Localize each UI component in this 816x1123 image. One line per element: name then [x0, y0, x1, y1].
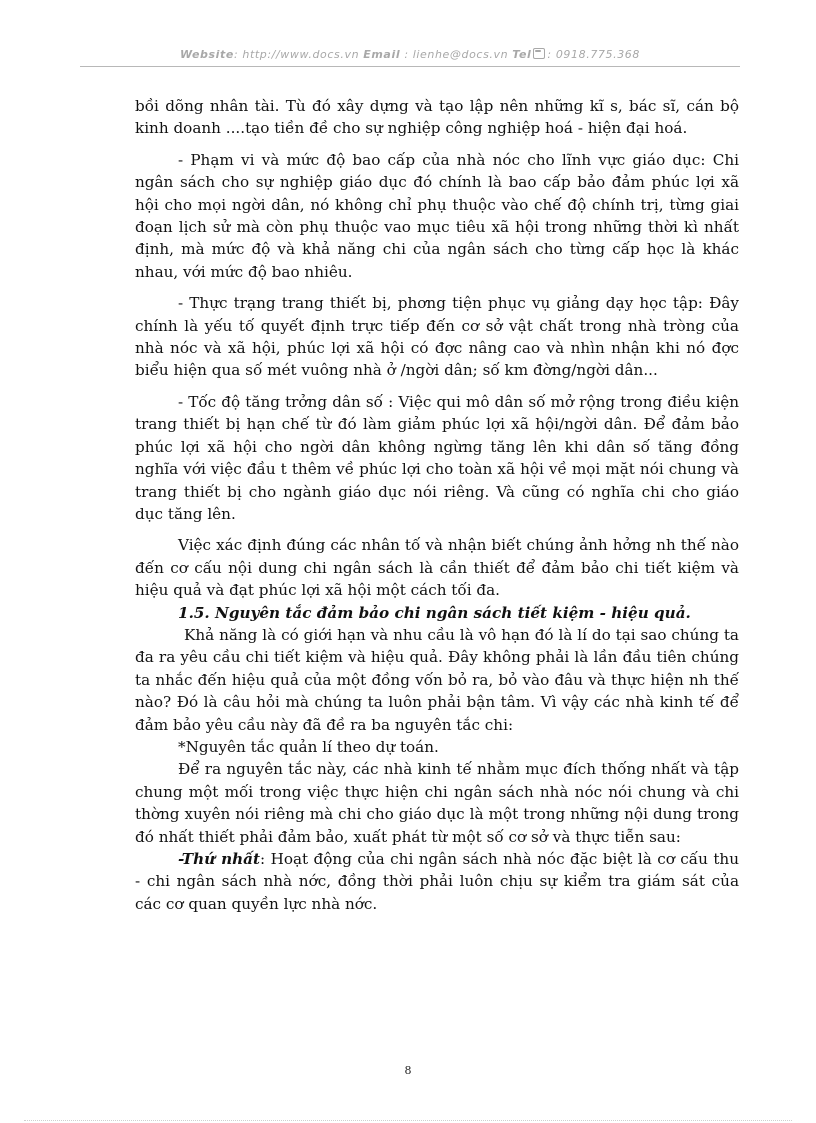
paragraph-9-rest: : Hoạt động của chi ngân sách nhà nóc đặc biệt là cơ cấu thu - chi ngân sách nhà nớc, đồng thời phải luôn chịu sự kiểm tra giám sát của các cơ quan quyền lực nhà nớc. [135, 850, 739, 913]
paragraph-4: - Tốc độ tăng trởng dân số : Việc qui mô dân số mở rộng trong điều kiện trang thiết bị hạn chế từ đó làm giảm phúc lợi xã hội/ngời dân. Để đảm bảo phúc lợi xã hội cho ngời dân không ngừng tăng lên khi dân số tăng đồng nghĩa với việc đầu t thêm về phúc lợi cho toàn xã hội về mọi mặt nói chung và trang thiết bị cho ngành giáo dục nói riêng. Và cũng có nghĩa chi cho giáo dục tăng lên. [135, 392, 739, 523]
paragraph-9 [135, 848, 739, 915]
website-value: : http://www.docs.vn [233, 48, 360, 61]
phone-icon [533, 48, 545, 59]
footer-divider [24, 1120, 792, 1121]
section-heading: 1.5. Nguyên tắc đảm bảo chi ngân sách tiết kiệm - hiệu quả. [178, 603, 691, 622]
page-number: 8 [404, 1064, 412, 1077]
document-body [135, 95, 739, 915]
tel-value: : 0918.775.368 [547, 48, 641, 61]
paragraph-3: - Thực trạng trang thiết bị, phơng tiện phục vụ giảng dạy học tập: Đây chính là yếu tố quyết định trực tiếp đến cơ sở vật chất trong nhà tròng của nhà nóc và xã hội, phúc lợi xã hội có đợc nâng cao và nhìn nhận khi nó đợc biểu hiện qua số mét vuông nhà ở /ngời dân; số km đờng/ngời dân... [135, 294, 739, 380]
email-label: Email [363, 48, 401, 61]
paragraph-1: bồi dõng nhân tài. Tù đó xây dựng và tạo lập nên những kĩ s, bác sĩ, cán bộ kinh doanh ....tạo tiền đề cho sự nghiệp công nghiệp hoá - hiện đại hoá. [135, 97, 739, 138]
website-label: Website [179, 48, 234, 61]
paragraph-5: Việc xác định đúng các nhân tố và nhận biết chúng ảnh hởng nh thế nào đến cơ cấu nội dung chi ngân sách là cần thiết để đảm bảo chi tiết kiệm và hiệu quả và đạt phúc lợi xã hội một cách tối đa. [135, 536, 739, 600]
paragraph-9-lead: -Thứ nhất [178, 850, 261, 868]
page-header [80, 48, 740, 61]
email-value: : lienhe@docs.vn [404, 48, 509, 61]
header-divider [80, 66, 740, 67]
tel-label: Tel [512, 48, 532, 61]
paragraph-7: *Nguyên tắc quản lí theo dự toán. [178, 737, 439, 756]
paragraph-8: Để ra nguyên tắc này, các nhà kinh tế nhằm mục đích thống nhất và tập chung một mối trong việc thực hiện chi ngân sách nhà nóc nói chung và chi thờng xuyên nói riêng mà chi cho giáo dục là một trong những nội dung trong đó nhất thiết phải đảm bảo, xuất phát từ một số cơ sở và thực tiễn sau: [135, 760, 739, 846]
paragraph-6: Khả năng là có giới hạn và nhu cầu là vô hạn đó là lí do tại sao chúng ta đa ra yêu cầu chi tiết kiệm và hiệu quả. Đây không phải là lần đầu tiên chúng ta nhắc đến hiệu quả của một đồng vốn bỏ ra, bỏ vào đâu và thực hiện nh thế nào? Đó là câu hỏi mà chúng ta luôn phải bận tâm. Vì vậy các nhà kinh tế để đảm bảo yêu cầu này đã đề ra ba nguyên tắc chi: [135, 625, 739, 734]
paragraph-2: - Phạm vi và mức độ bao cấp của nhà nóc cho lĩnh vực giáo dục: Chi ngân sách cho sự nghiệp giáo dục đó chính là bao cấp bảo đảm phúc lợi xã hội cho mọi ngời dân, nó không chỉ phụ thuộc vào chế độ chính trị, từng giai đoạn lịch sử mà còn phụ thuộc vao mục tiêu xã hội trong những thời kì nhất định, mà mức độ và khả năng chi của ngân sách cho từng cấp học là khác nhau, với mức độ bao nhiêu. [135, 150, 739, 281]
